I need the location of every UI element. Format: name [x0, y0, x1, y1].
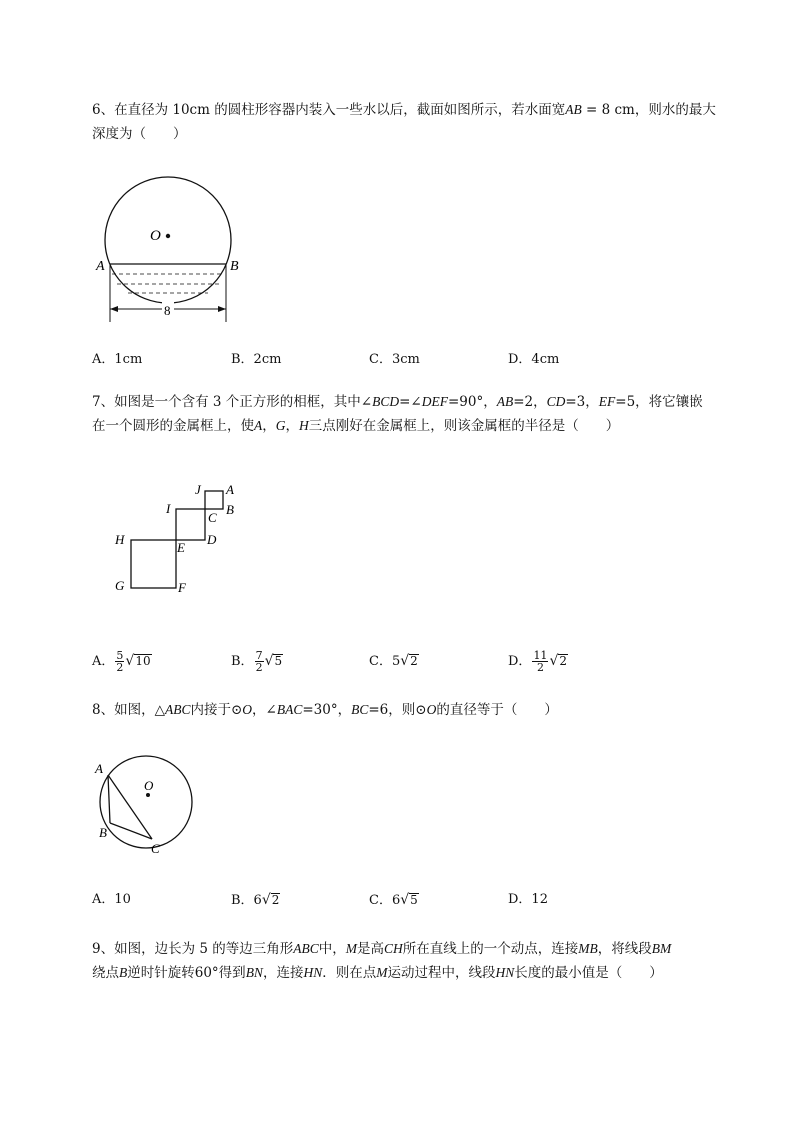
q7-label-f: F	[178, 580, 186, 595]
q7-option-c[interactable]: C．5√2	[369, 653, 418, 669]
q8-options	[92, 888, 692, 912]
q6-options	[92, 348, 692, 372]
q6-option-b[interactable]: B．2cm	[231, 352, 282, 367]
q8-option-c[interactable]: C．6√5	[369, 892, 418, 908]
question-8: 8、如图，△ABC内接于⊙O，∠BAC=30°，BC=6，则⊙O的直径等于（ ）	[92, 702, 558, 718]
q7-label-g: G	[115, 578, 125, 593]
q6-option-a[interactable]: A．1cm	[92, 352, 143, 367]
q8-option-d[interactable]: D．12	[508, 892, 548, 907]
q7-label-h: H	[115, 532, 125, 547]
q7-label-d: D	[207, 532, 217, 547]
q7-label-c: C	[208, 510, 217, 525]
question-6	[92, 98, 752, 146]
q7-figure	[108, 478, 258, 603]
q6-label-o: O	[150, 228, 161, 244]
q7-option-d[interactable]: D． $\frac{11}{2}$ √2	[508, 649, 567, 674]
q6-text-b: = 8 cm，则水的最大	[581, 102, 716, 118]
q6-option-c[interactable]: C．3cm	[369, 352, 420, 367]
q6-label-b: B	[230, 259, 239, 274]
q6-figure	[90, 170, 260, 330]
question-7: 7、如图是一个含有 3 个正方形的相框，其中∠BCD=∠DEF=90°，AB=2，CD=3，EF=5，将它镶嵌 在一个圆形的金属框上，使A，G，H三点刚好在金属框上，则该金属框的半径是（ ）	[92, 394, 703, 434]
q8-label-a: A	[95, 761, 103, 776]
q6-text: 6、在直径为 10cm 的圆柱形容器内装入一些水以后，截面如图所示，若水面宽	[92, 102, 566, 118]
q6-text-c: 深度为（ ）	[92, 126, 187, 142]
q7-label-e: E	[177, 540, 185, 555]
q6-var-ab: AB	[565, 102, 582, 117]
q7-var-bcd: BCD	[372, 394, 400, 409]
q8-figure	[90, 755, 210, 860]
q7-var-def: DEF	[421, 394, 448, 409]
q8-label-b: B	[99, 825, 107, 840]
q6-label-8: 8	[164, 303, 171, 318]
q7-option-b[interactable]: B． $\frac{7}{2}$ √5	[231, 649, 283, 674]
q7-options	[92, 646, 692, 676]
q7-label-a: A	[226, 482, 234, 497]
q8-option-b[interactable]: B．6√2	[231, 892, 280, 908]
q6-label-a: A	[96, 259, 105, 274]
q8-option-a[interactable]: A．10	[92, 892, 131, 907]
q6-option-d[interactable]: D．4cm	[508, 352, 560, 367]
q7-label-b: B	[226, 502, 234, 517]
q8-label-o: O	[144, 778, 154, 793]
q7-label-j: J	[195, 482, 201, 497]
q8-label-c: C	[151, 841, 160, 856]
question-9: 9、如图，边长为 5 的等边三角形ABC中，M是高CH所在直线上的一个动点，连接MB，将线段BM 绕点B逆时针旋转60°得到BN，连接HN．则在点M运动过程中，线段HN长度的最小值是（ ）	[92, 941, 672, 981]
q7-option-a[interactable]: A． $\frac{5}{2}$ √10	[92, 649, 151, 674]
q7-label-i: I	[166, 501, 171, 516]
